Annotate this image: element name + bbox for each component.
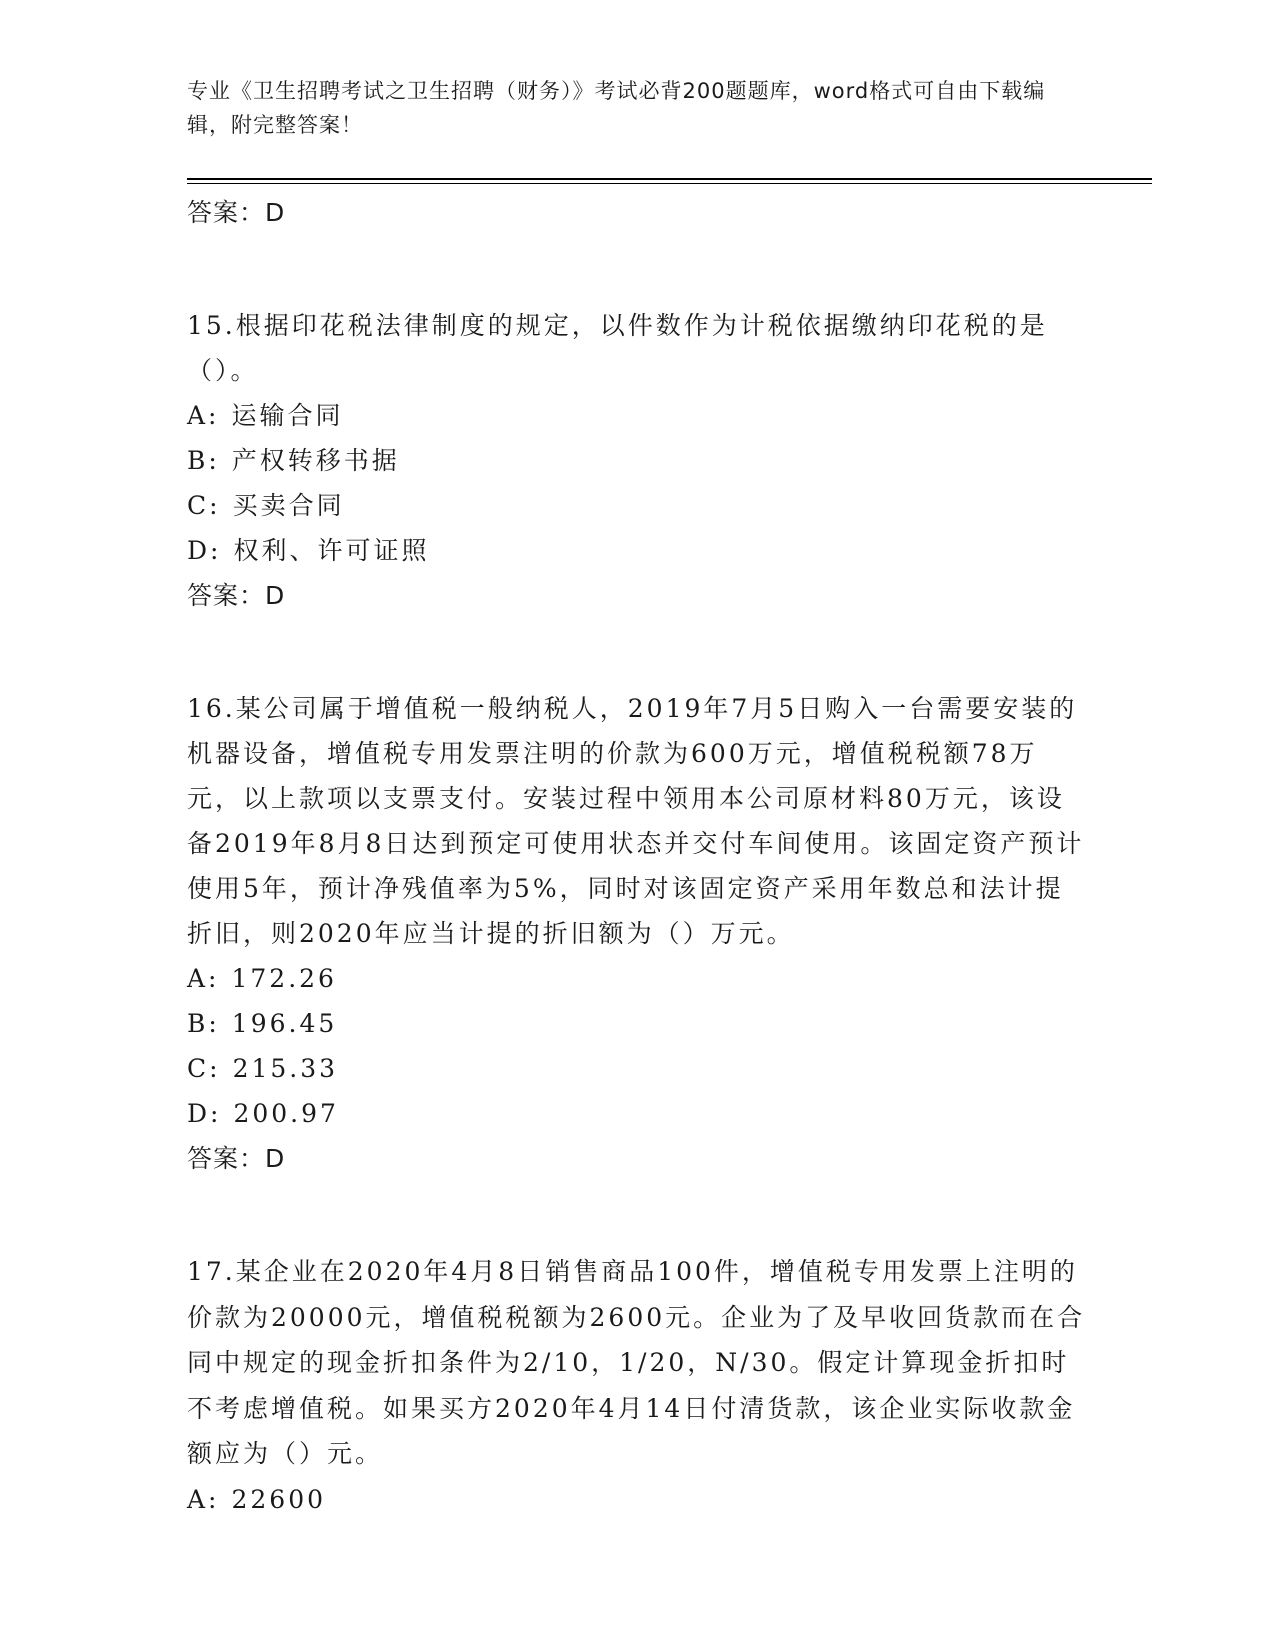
option-text: 买卖合同 bbox=[232, 491, 345, 520]
option-a bbox=[187, 1477, 1087, 1522]
option-letter: C: bbox=[187, 491, 221, 520]
question-15 bbox=[187, 303, 1087, 618]
answer-line: 答案：D bbox=[187, 198, 286, 227]
document-header-note: 专业《卫生招聘考试之卫生招聘（财务）》考试必背200题题库，word格式可自由下载编辑，附完整答案！ bbox=[187, 79, 1046, 137]
option-text: 200.97 bbox=[233, 1099, 339, 1128]
question-text: 17.某企业在2020年4月8日销售商品100件，增值税专用发票上注明的价款为20000元，增值税税额为2600元。企业为了及早收回货款而在合同中规定的现金折扣条件为2/10，1/20，N/30。假定计算现金折扣时不考虑增值税。如果买方2020年4月14日付清货款，该企业实际收款金额应为（）元。 bbox=[187, 1257, 1086, 1468]
question-text: 15.根据印花税法律制度的规定，以件数作为计税依据缴纳印花税的是（）。 bbox=[187, 311, 1048, 385]
option-text: 22600 bbox=[231, 1484, 327, 1514]
option-text: 196.45 bbox=[231, 1009, 338, 1038]
option-d bbox=[187, 1091, 1087, 1136]
option-text: 172.26 bbox=[231, 964, 337, 993]
option-letter: B: bbox=[187, 1009, 220, 1038]
option-text: 215.33 bbox=[232, 1054, 339, 1083]
option-letter: A: bbox=[187, 1484, 220, 1514]
option-text: 产权转移书据 bbox=[231, 446, 400, 475]
header-rule-thick bbox=[187, 178, 1152, 180]
option-d bbox=[187, 528, 1087, 573]
answer-line: 答案：D bbox=[187, 1144, 286, 1173]
option-a bbox=[187, 956, 1087, 1001]
document-body bbox=[187, 188, 1087, 1522]
option-a bbox=[187, 393, 1087, 438]
option-text: 运输合同 bbox=[231, 401, 344, 430]
option-letter: A: bbox=[187, 964, 220, 993]
question-17 bbox=[187, 1249, 1087, 1522]
question-16 bbox=[187, 686, 1087, 1181]
option-letter: A: bbox=[187, 401, 220, 430]
option-text: 权利、许可证照 bbox=[233, 536, 430, 565]
option-b bbox=[187, 1001, 1087, 1046]
option-letter: B: bbox=[187, 446, 220, 475]
option-letter: D: bbox=[187, 536, 222, 565]
option-letter: C: bbox=[187, 1054, 221, 1083]
header-rule-thin bbox=[187, 183, 1152, 184]
question-text: 16.某公司属于增值税一般纳税人，2019年7月5日购入一台需要安装的机器设备，增值税专用发票注明的价款为600万元，增值税税额78万元，以上款项以支票支付。安装过程中领用本公司原材料80万元，该设备2019年8月8日达到预定可使用状态并交付车间使用。该固定资产预计使用5年，预计净残值率为5%，同时对该固定资产采用年数总和法计提折旧，则2020年应当计提的折旧额为（）万元。 bbox=[187, 694, 1085, 948]
option-c bbox=[187, 1046, 1087, 1091]
answer-line: 答案：D bbox=[187, 581, 286, 610]
option-letter: D: bbox=[187, 1099, 222, 1128]
option-c bbox=[187, 483, 1087, 528]
option-b bbox=[187, 438, 1087, 483]
